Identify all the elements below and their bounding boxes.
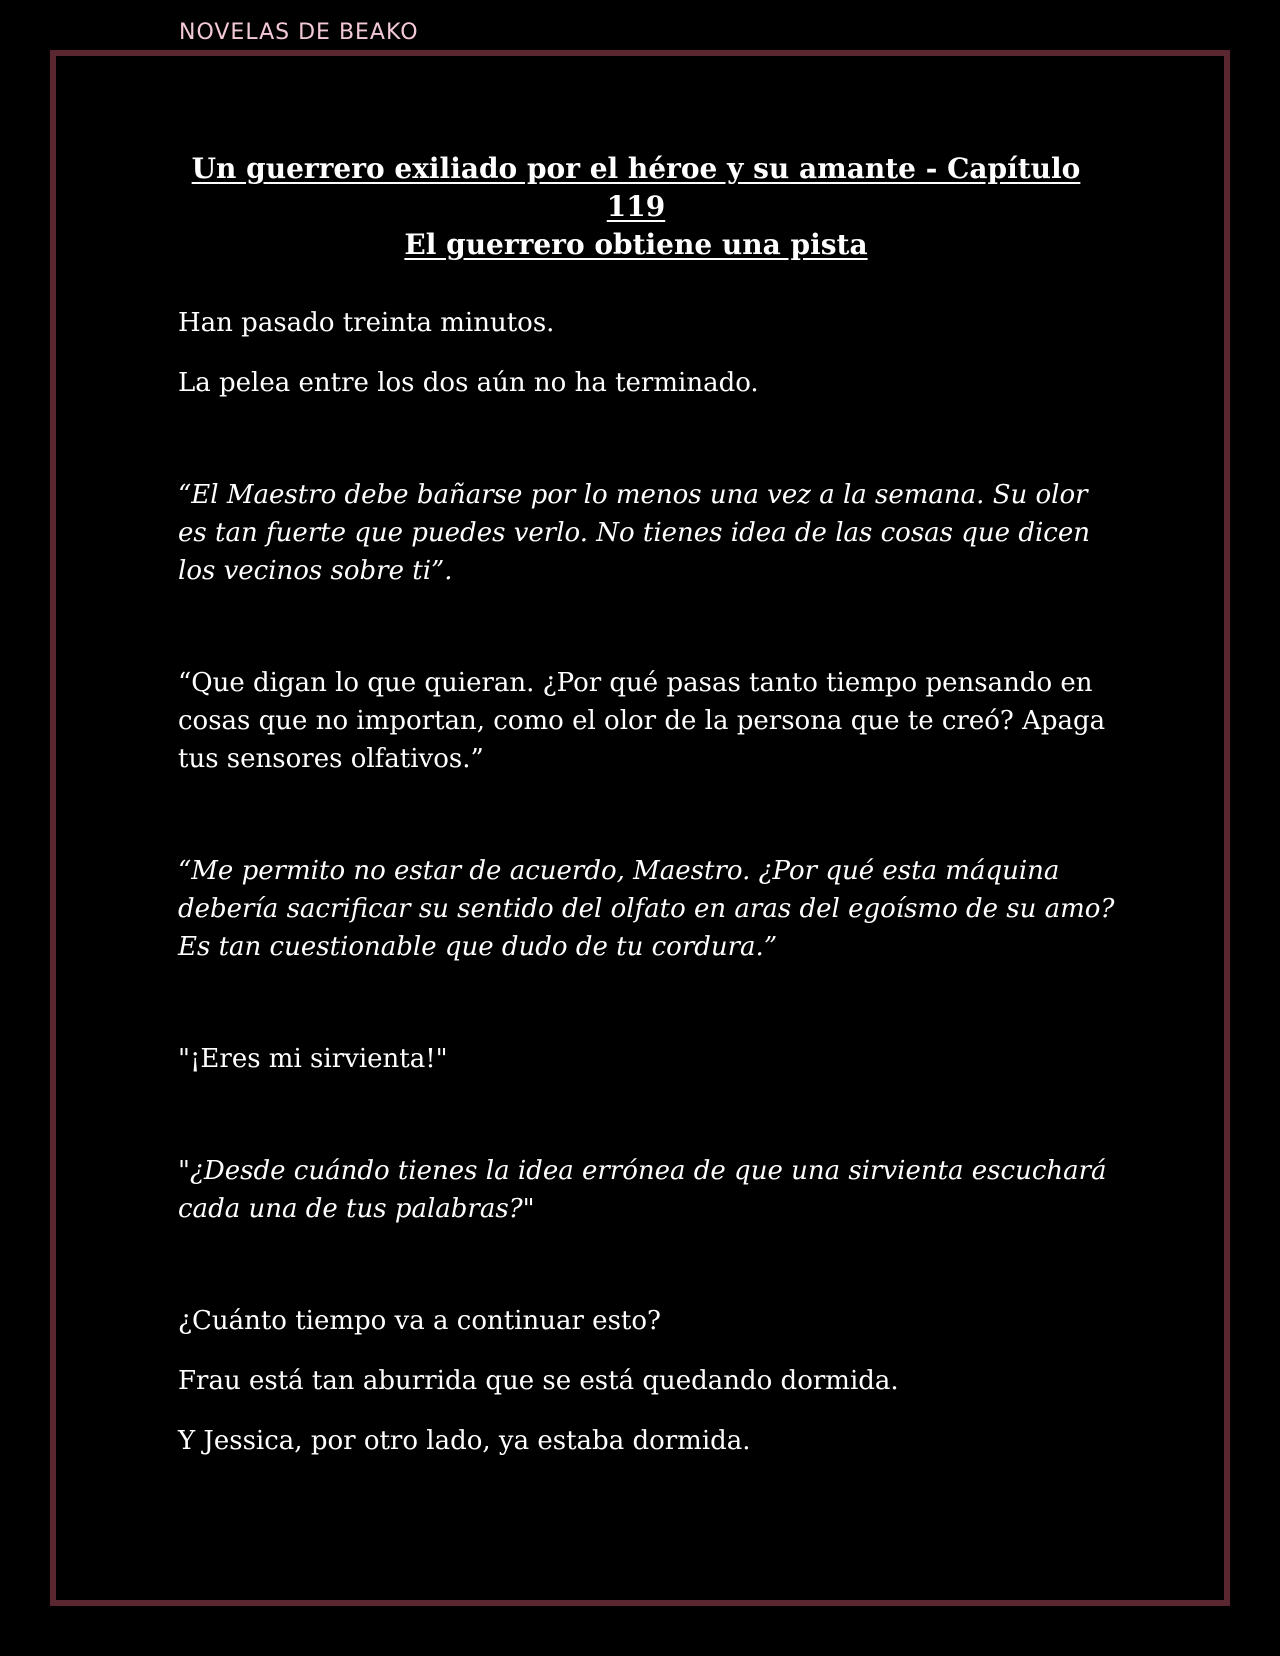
chapter-content [178, 304, 1118, 1460]
paragraph-8: ¿Cuánto tiempo va a continuar esto? [178, 1306, 661, 1336]
paragraph-4: “Que digan lo que quieran. ¿Por qué pasas tanto tiempo pensando en cosas que no importan, como el olor de la persona que te creó? Apaga tus sensores olfativos.” [178, 668, 1106, 774]
page-frame [50, 50, 1230, 1606]
site-brand: NOVELAS DE BEAKO [179, 20, 419, 45]
chapter-title-line-2: El guerrero obtiene una pista [404, 228, 868, 261]
paragraph-3: “El Maestro debe bañarse por lo menos una vez a la semana. Su olor es tan fuerte que puedes verlo. No tienes idea de las cosas que dicen los vecinos sobre ti”. [178, 480, 1090, 586]
paragraph-1: Han pasado treinta minutos. [178, 308, 555, 338]
paragraph-2: La pelea entre los dos aún no ha terminado. [178, 368, 759, 398]
chapter-title [176, 150, 1096, 264]
chapter-title-line-1: Un guerrero exiliado por el héroe y su amante - Capítulo 119 [191, 152, 1081, 223]
paragraph-5: “Me permito no estar de acuerdo, Maestro. ¿Por qué esta máquina debería sacrificar su sentido del olfato en aras del egoísmo de su amo? Es tan cuestionable que dudo de tu cordura.” [178, 856, 1115, 962]
paragraph-7: "¿Desde cuándo tienes la idea errónea de que una sirvienta escuchará cada una de tus palabras?" [178, 1156, 1107, 1224]
paragraph-10: Y Jessica, por otro lado, ya estaba dormida. [178, 1426, 751, 1456]
paragraph-9: Frau está tan aburrida que se está quedando dormida. [178, 1366, 899, 1396]
paragraph-6: "¡Eres mi sirvienta!" [178, 1044, 448, 1074]
